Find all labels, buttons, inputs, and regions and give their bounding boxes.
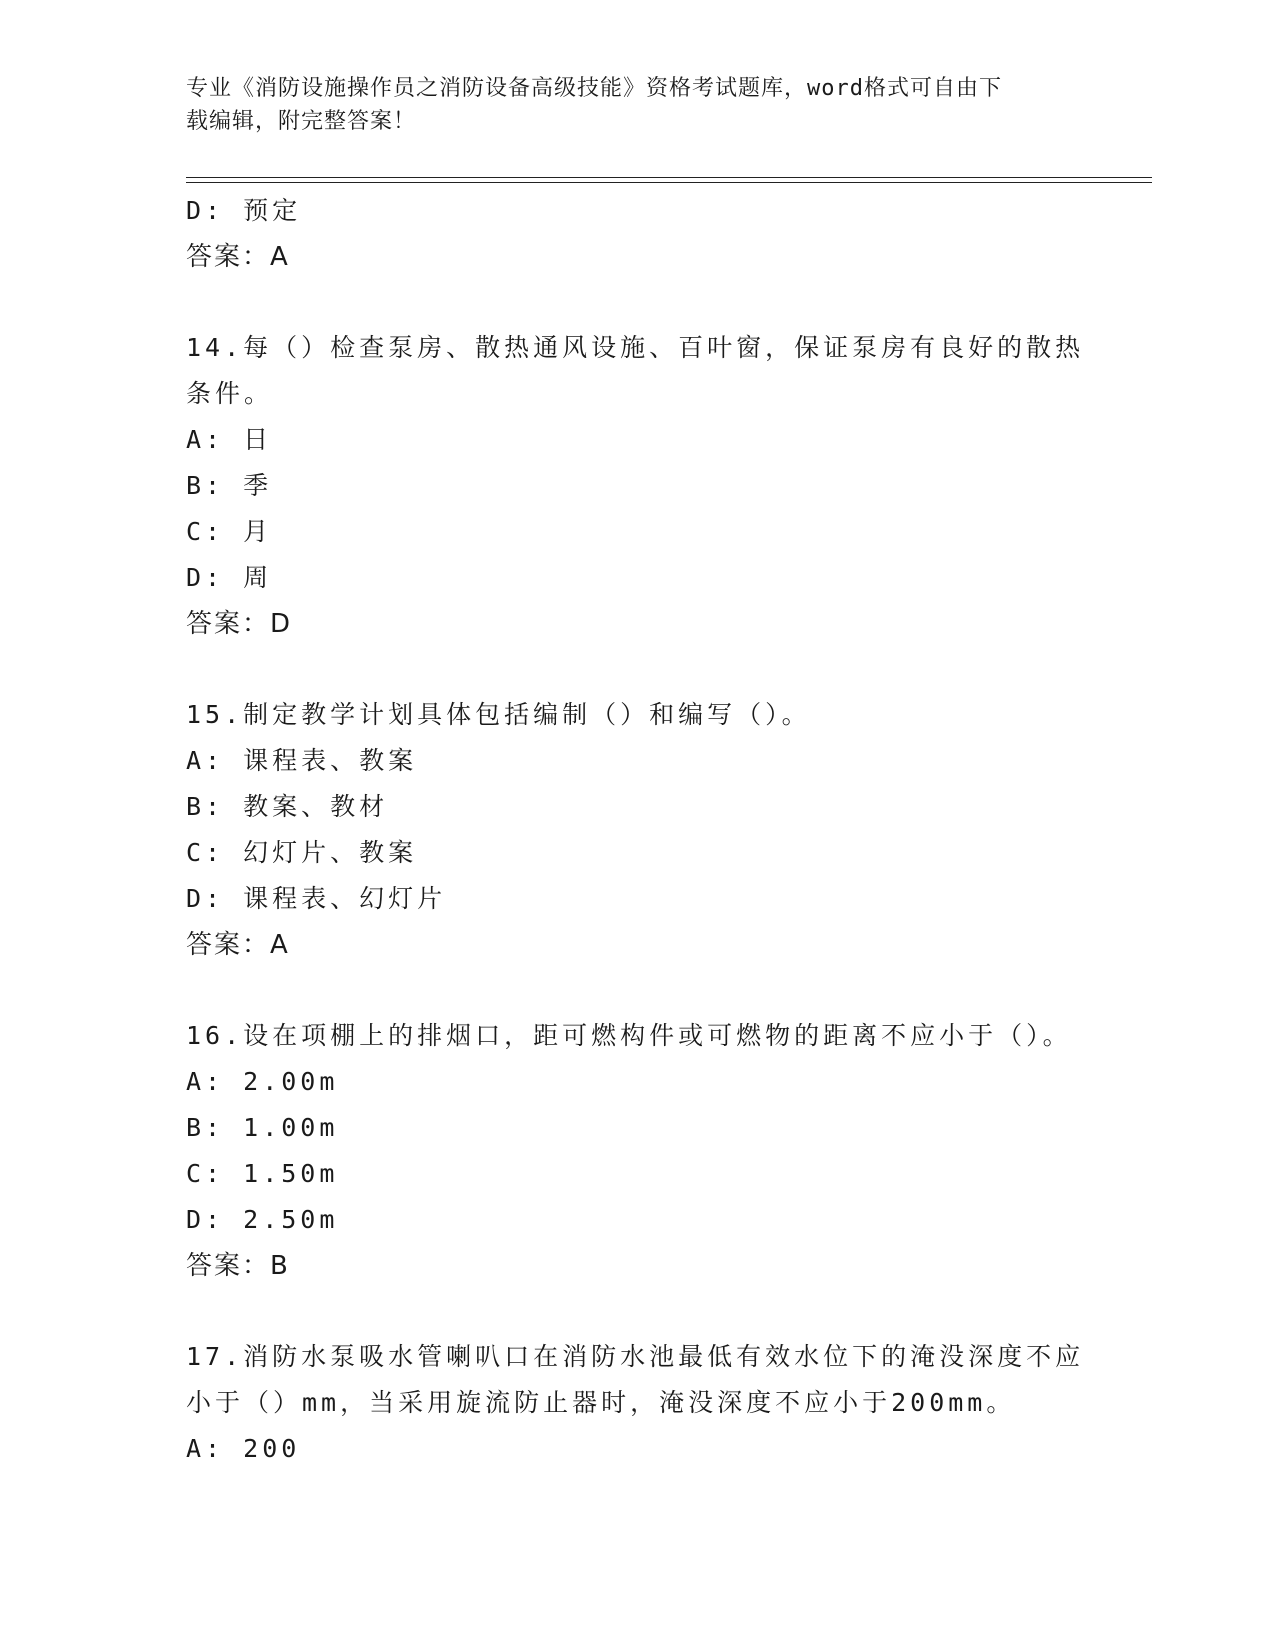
header-line-1: 专业《消防设施操作员之消防设备高级技能》资格考试题库，word格式可自由下	[186, 76, 1002, 101]
option-a: A: 课程表、教案	[186, 746, 418, 775]
header-divider-bottom	[186, 182, 1152, 183]
carryover-answer: 答案：A	[186, 242, 290, 272]
header-line-2: 载编辑，附完整答案！	[186, 109, 417, 134]
spacer	[186, 1289, 1086, 1334]
answer: 答案：B	[186, 1251, 290, 1281]
question-stem-line: 14.每（）检查泵房、散热通风设施、百叶窗，保证泵房有良好的散热	[186, 333, 1085, 362]
header-divider-top	[186, 177, 1152, 178]
option-b: B: 教案、教材	[186, 792, 389, 821]
question-14	[186, 325, 1086, 647]
spacer	[186, 280, 1086, 325]
option-d: D: 周	[186, 563, 273, 592]
question-stem-line: 16.设在项棚上的排烟口，距可燃构件或可燃物的距离不应小于（）。	[186, 1021, 1072, 1050]
answer: 答案：D	[186, 609, 293, 639]
answer: 答案：A	[186, 930, 290, 960]
question-stem-line: 17.消防水泵吸水管喇叭口在消防水池最低有效水位下的淹没深度不应	[186, 1342, 1085, 1371]
question-16	[186, 1013, 1086, 1289]
spacer	[186, 968, 1086, 1013]
spacer	[186, 647, 1086, 692]
option-c: C: 1.50m	[186, 1159, 339, 1188]
question-stem-line: 小于（）mm，当采用旋流防止器时，淹没深度不应小于200mm。	[186, 1388, 1016, 1417]
question-list	[186, 188, 1086, 1472]
question-stem-line: 15.制定教学计划具体包括编制（）和编写（）。	[186, 700, 811, 729]
option-a: A: 日	[186, 425, 273, 454]
option-d: D: 2.50m	[186, 1205, 339, 1234]
option-b: B: 1.00m	[186, 1113, 339, 1142]
document-header	[186, 72, 1086, 138]
question-stem-line: 条件。	[186, 379, 274, 408]
option-c: C: 幻灯片、教案	[186, 838, 418, 867]
question-15	[186, 692, 1086, 968]
option-d: D: 课程表、幻灯片	[186, 884, 447, 913]
option-c: C: 月	[186, 517, 273, 546]
carryover-option-d: D: 预定	[186, 196, 302, 225]
option-a: A: 2.00m	[186, 1067, 339, 1096]
question-17	[186, 1334, 1086, 1472]
option-a: A: 200	[186, 1434, 301, 1463]
option-b: B: 季	[186, 471, 273, 500]
